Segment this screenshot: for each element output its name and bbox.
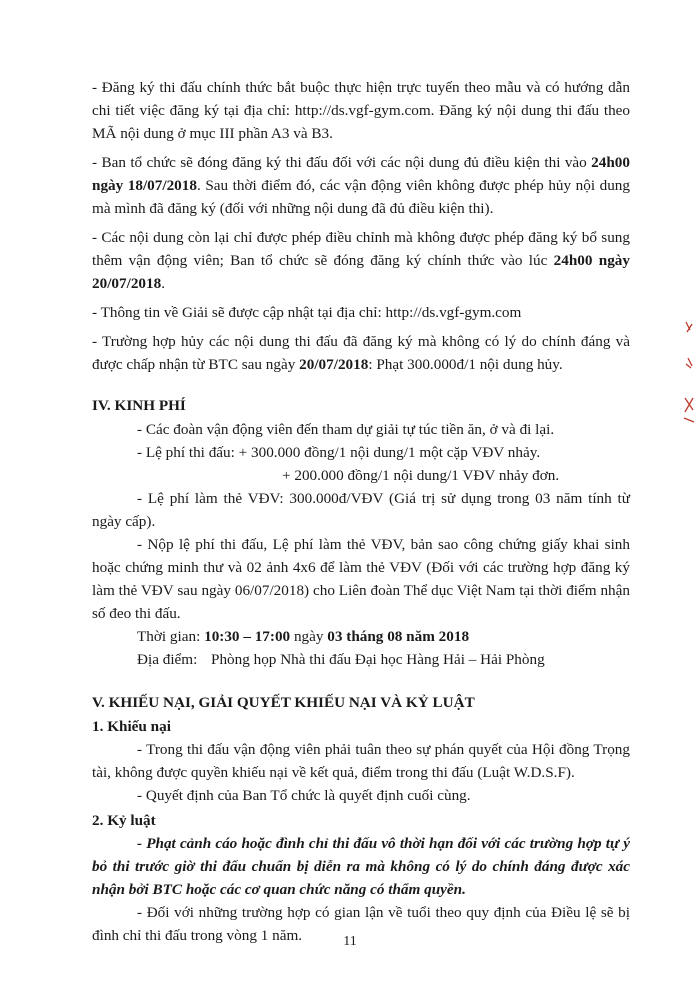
document-body bbox=[92, 76, 630, 947]
fee-place bbox=[92, 648, 630, 671]
fee-travel: - Các đoàn vận động viên đến tham dự giải tự túc tiền ăn, ở và đi lại. bbox=[137, 421, 555, 438]
registration-deadline: - Ban tổ chức sẽ đóng đăng ký thi đấu đối với các nội dung đủ điều kiện thi vào 24h00 ngày 18/07/2018. Sau thời điểm đó, các vận động viên không được phép hủy nội dung mà mình đã đăng ký (đối với những nội dung đã đủ điều kiện thi). bbox=[92, 154, 630, 217]
fee-competition-solo: + 200.000 đồng/1 nội dung/1 VĐV nhảy đơn. bbox=[282, 467, 560, 484]
registration-adjustment: - Các nội dung còn lại chỉ được phép điều chỉnh mà không được phép đăng ký bổ sung thêm vận động viên; Ban tổ chức sẽ đóng đăng ký chính thức vào lúc 24h00 ngày 20/07/2018. bbox=[92, 229, 630, 292]
complaint-subheading: 1. Khiếu nại bbox=[92, 718, 171, 735]
registration-penalty: - Trường hợp hủy các nội dung thi đấu đã đăng ký mà không có lý do chính đáng và được chấp nhận từ BTC sau ngày 20/07/2018: Phạt 300.000đ/1 nội dung hủy. bbox=[92, 333, 630, 373]
registration-info-url: - Thông tin về Giải sẽ được cập nhật tại địa chỉ: http://ds.vgf-gym.com bbox=[92, 304, 522, 321]
fee-time: Thời gian: 10:30 – 17:00 ngày 03 tháng 08 năm 2018 bbox=[137, 628, 470, 645]
discipline-warning: - Phạt cảnh cáo hoặc đình chỉ thi đấu vô thời hạn đối với các trường hợp tự ý bỏ thi trước giờ thi đấu chuẩn bị diễn ra mà không có lý do chính đáng được xác nhận bởi BTC hoặc các cơ quan chức năng có thẩm quyền. bbox=[92, 835, 630, 898]
discipline-age-fraud: - Đối với những trường hợp có gian lận về tuổi theo quy định của Điều lệ sẽ bị đình chỉ thi đấu trong vòng 1 năm. bbox=[92, 904, 630, 944]
fee-submission: - Nộp lệ phí thi đấu, Lệ phí làm thẻ VĐV, bản sao công chứng giấy khai sinh hoặc chứng minh thư và 02 ảnh 4x6 để làm thẻ VĐV (Đối với các trường hợp đăng ký làm thẻ VĐV sau ngày 06/07/2018) cho Liên đoàn Thể dục Việt Nam tại thời điểm nhận số đeo thi đấu. bbox=[92, 536, 630, 622]
page-number: 11 bbox=[343, 934, 357, 949]
place-value: Phòng họp Nhà thi đấu Đại học Hàng Hải – Hải Phòng bbox=[211, 651, 545, 668]
place-label: Địa điểm: bbox=[137, 651, 198, 668]
complaint-final: - Quyết định của Ban Tổ chức là quyết định cuối cùng. bbox=[137, 787, 471, 804]
fee-competition: - Lệ phí thi đấu: + 300.000 đồng/1 nội dung/1 một cặp VĐV nhảy. bbox=[137, 444, 541, 461]
section-v-heading: V. KHIẾU NẠI, GIẢI QUYẾT KHIẾU NẠI VÀ KỶ LUẬT bbox=[92, 694, 475, 711]
complaint-rule: - Trong thi đấu vận động viên phải tuân theo sự phán quyết của Hội đồng Trọng tài, không được quyền khiếu nại về kết quả, điểm trong thi đấu (Luật W.D.S.F). bbox=[92, 741, 630, 781]
fee-athlete-card: - Lệ phí làm thẻ VĐV: 300.000đ/VĐV (Giá trị sử dụng trong 03 năm tính từ ngày cấp). bbox=[92, 490, 630, 530]
discipline-subheading: 2. Kỷ luật bbox=[92, 812, 156, 829]
registration-online: - Đăng ký thi đấu chính thức bắt buộc thực hiện trực tuyến theo mẫu và có hướng dẫn chi tiết việc đăng ký tại địa chỉ: http://ds.vgf-gym.com. Đăng ký nội dung thi đấu theo MÃ nội dung ở mục III phần A3 và B3. bbox=[92, 79, 630, 142]
section-iv-heading: IV. KINH PHÍ bbox=[92, 397, 186, 414]
margin-pen-mark-icon bbox=[682, 318, 696, 428]
